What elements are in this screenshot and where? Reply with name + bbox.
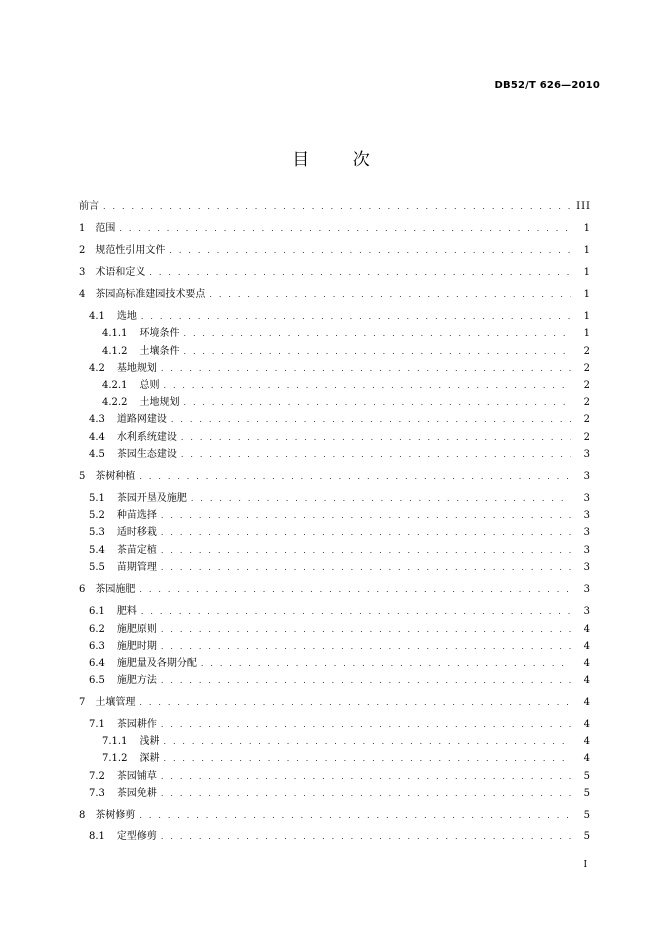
toc-entry[interactable] [79,309,591,325]
toc-entry-label: 术语和定义 [95,267,146,278]
toc-leader-dots [161,525,571,541]
toc-entry[interactable] [79,525,591,541]
toc-leader-dots [161,786,571,802]
toc-entry-number: 5.1 [89,493,105,504]
toc-entry-page: 5 [583,810,591,821]
toc-entry-number: 4.3 [89,414,105,425]
toc-entry-page: 4 [583,675,591,686]
toc-entry-number: 6 [79,584,86,595]
toc-entry-number: 7 [79,697,86,708]
toc-entry[interactable] [79,695,591,711]
toc-entry-label: 茶园高标准建园技术要点 [95,289,206,300]
toc-entry-number: 4.1.2 [102,346,128,357]
toc-leader-dots [163,378,571,394]
toc-leader-dots [181,430,571,446]
toc-entry-page: 4 [583,697,591,708]
toc-entry-number: 7.1.2 [102,753,128,764]
toc-entry-number: 7.3 [89,788,105,799]
toc-entry-number: 4.2.2 [102,397,128,408]
toc-entry[interactable] [79,199,591,215]
toc-entry-page: 2 [583,380,591,391]
toc-leader-dots [141,309,571,325]
toc-entry-page: 2 [583,432,591,443]
toc-entry-number: 6.2 [89,624,105,635]
toc-leader-dots [139,469,571,485]
page-number: I [583,860,587,870]
toc-leader-dots [169,243,571,259]
toc-entry-number: 4.4 [89,432,105,443]
toc-entry-number: 8 [79,810,86,821]
toc-entry[interactable] [79,622,591,638]
toc-entry[interactable] [79,344,591,360]
toc-entry-page: III [576,201,591,212]
toc-leader-dots [183,326,571,342]
toc-entry-page: 5 [583,771,591,782]
toc-entry-label: 茶园铺草 [116,771,157,782]
toc-entry-page: 3 [583,527,591,538]
toc-entry-label: 选地 [116,311,137,322]
toc-entry-label: 茶园施肥 [95,584,136,595]
toc-entry-label: 施肥方法 [116,675,157,686]
toc-leader-dots [163,751,571,767]
toc-entry-label: 水利系统建设 [116,432,177,443]
toc-leader-dots [161,543,571,559]
toc-leader-dots [161,508,571,524]
toc-entry-number: 5.2 [89,510,105,521]
toc-entry-label: 施肥原则 [116,624,157,635]
toc-entry-number: 4 [79,289,86,300]
toc-leader-dots [201,656,571,672]
toc-entry-label: 施肥量及各期分配 [116,658,197,669]
toc-leader-dots [183,395,571,411]
toc-entry[interactable] [79,656,591,672]
toc-entry-page: 3 [583,562,591,573]
toc-entry-page: 2 [583,397,591,408]
toc-leader-dots [161,639,571,655]
toc-entry-number: 6.1 [89,606,105,617]
toc-title: 目 次 [292,150,370,170]
toc-entry-page: 1 [583,223,591,234]
toc-entry-label: 土地规划 [139,397,180,408]
toc-entry-page: 5 [583,788,591,799]
toc-entry-page: 3 [583,606,591,617]
toc-leader-dots [103,199,570,215]
document-code: DB52/T 626—2010 [494,80,600,91]
toc-leader-dots [191,491,571,507]
toc-leader-dots [161,717,571,733]
toc-entry-number: 3 [79,267,86,278]
toc-entry-page: 3 [583,493,591,504]
toc-entry[interactable] [79,734,591,750]
toc-leader-dots [161,361,571,377]
toc-entry[interactable] [79,243,591,259]
toc-entry-label: 土壤管理 [95,697,136,708]
toc-entry[interactable] [79,395,591,411]
toc-leader-dots [161,560,571,576]
toc-entry[interactable] [79,378,591,394]
toc-entry-number: 4.1 [89,311,105,322]
toc-leader-dots [139,695,571,711]
toc-entry-label: 范围 [95,223,116,234]
toc-entry-number: 2 [79,245,86,256]
toc-entry-label: 施肥时期 [116,641,157,652]
toc-leader-dots [181,447,571,463]
toc-leader-dots [171,412,571,428]
toc-entry-page: 4 [583,753,591,764]
toc-entry-page: 3 [583,510,591,521]
toc-entry-number: 6.4 [89,658,105,669]
toc-entry-page: 2 [583,414,591,425]
toc-entry-number: 7.2 [89,771,105,782]
toc-entry-label: 道路网建设 [116,414,167,425]
toc-entry-label: 茶树修剪 [95,810,136,821]
toc-entry-number: 4.2.1 [102,380,128,391]
toc-entry[interactable] [79,673,591,689]
toc-entry-page: 1 [583,328,591,339]
toc-entry[interactable] [79,265,591,281]
toc-entry-label: 茶园耕作 [116,719,157,730]
toc-entry-page: 4 [583,658,591,669]
toc-entry-number: 6.5 [89,675,105,686]
toc-entry[interactable] [79,543,591,559]
toc-entry-page: 2 [583,346,591,357]
toc-entry-label: 种苗选择 [116,510,157,521]
toc-leader-dots [119,221,571,237]
toc-entry-label: 茶园开垦及施肥 [116,493,187,504]
toc-leader-dots [161,673,571,689]
toc-entry[interactable] [79,786,591,802]
toc-entry[interactable] [79,287,591,303]
toc-entry-label: 茶园免耕 [116,788,157,799]
toc-entry-label: 土壤条件 [139,346,180,357]
toc-entry[interactable] [79,469,591,485]
toc-entry-page: 3 [583,545,591,556]
toc-entry-page: 3 [583,449,591,460]
toc-entry[interactable] [79,639,591,655]
toc-entry-page: 4 [583,641,591,652]
toc-entry-page: 1 [583,267,591,278]
toc-entry-page: 1 [583,289,591,300]
toc-entry-number: 7.1.1 [102,736,128,747]
toc-entry-number: 4.2 [89,363,105,374]
toc-entry[interactable] [79,430,591,446]
toc-entry[interactable] [79,769,591,785]
toc-entry-page: 1 [583,245,591,256]
toc-entry-label: 前言 [79,201,99,212]
toc-entry-label: 苗期管理 [116,562,157,573]
toc-entry[interactable] [79,751,591,767]
toc-entry-page: 3 [583,471,591,482]
toc-entry-number: 5.5 [89,562,105,573]
toc-entry[interactable] [79,491,591,507]
toc-entry-number: 1 [79,223,86,234]
toc-entry-label: 深耕 [139,753,160,764]
toc-entry-number: 8.1 [89,831,105,842]
toc-entry-label: 浅耕 [139,736,160,747]
toc-entry-number: 5.4 [89,545,105,556]
toc-entry[interactable] [79,604,591,620]
toc-leader-dots [149,265,571,281]
toc-entry-page: 3 [583,584,591,595]
toc-leader-dots [161,829,571,845]
toc-entry[interactable] [79,582,591,598]
toc-entry-label: 规范性引用文件 [95,245,166,256]
toc-leader-dots [161,622,571,638]
toc-entry[interactable] [79,361,591,377]
toc-entry[interactable] [79,508,591,524]
toc-entry-label: 环境条件 [139,328,180,339]
toc-entry[interactable] [79,717,591,733]
toc-entry[interactable] [79,326,591,342]
toc-leader-dots [139,808,571,824]
toc-entry-page: 4 [583,719,591,730]
toc-leader-dots [209,287,571,303]
toc-entry-page: 4 [583,736,591,747]
toc-entry-page: 4 [583,624,591,635]
toc-entry-label: 定型修剪 [116,831,157,842]
toc-leader-dots [163,734,571,750]
toc-entry[interactable] [79,829,591,845]
toc-entry[interactable] [79,412,591,428]
toc-entry-label: 基地规划 [116,363,157,374]
toc-leader-dots [139,582,571,598]
toc-entry[interactable] [79,808,591,824]
toc-leader-dots [141,604,571,620]
toc-entry-label: 茶树种植 [95,471,136,482]
toc-entry-page: 5 [583,831,591,842]
toc-entry-label: 茶园生态建设 [116,449,177,460]
toc-entry[interactable] [79,221,591,237]
toc-entry-page: 2 [583,363,591,374]
toc-entry-label: 茶苗定植 [116,545,157,556]
toc-entry-number: 5.3 [89,527,105,538]
toc-entry-label: 适时移栽 [116,527,157,538]
toc-entry-number: 5 [79,471,86,482]
toc-leader-dots [183,344,571,360]
toc-entry-number: 6.3 [89,641,105,652]
toc-leader-dots [161,769,571,785]
toc-entry-label: 总则 [139,380,160,391]
toc-entry-label: 肥料 [116,606,137,617]
toc-entry-page: 1 [583,311,591,322]
toc-entry-number: 4.5 [89,449,105,460]
toc-entry[interactable] [79,447,591,463]
toc-entry-number: 7.1 [89,719,105,730]
toc-entry-number: 4.1.1 [102,328,128,339]
toc-entry[interactable] [79,560,591,576]
